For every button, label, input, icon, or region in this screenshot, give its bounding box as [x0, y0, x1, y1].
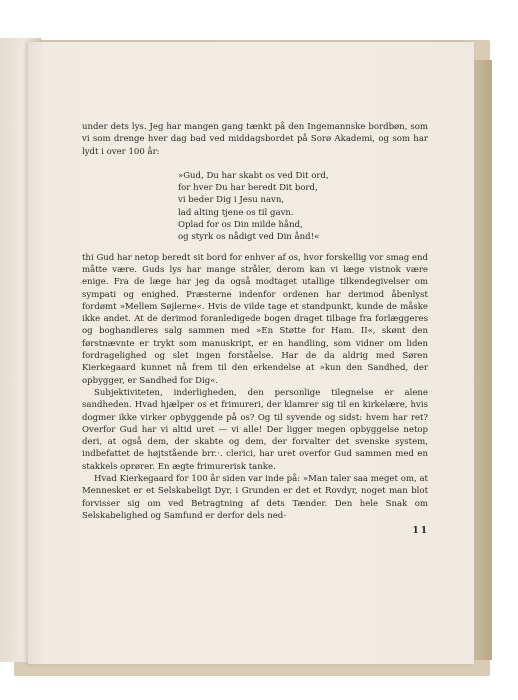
poem-line: for hver Du har beredt Dit bord, [178, 183, 318, 194]
page-text [82, 121, 428, 522]
after-poem-paragraph: thi Gud har netop beredt sit bord for enhver af os, hvor forskellig vor smag end måtte være. Guds lys har mange stråler, derom kan vi læge vistnok være enige. Fra de læge har jeg da også modtaget utallige tilkendegivelser om sympati og enighed. Præsterne indenfor ordenen har derimod åbenlyst fordømt »Mellem Søjlerne«. Hvis de vilde tage et standpunkt, kunde de måske ikke andet. At de derimod foranledigede bogen draget tilbage fra forlæggeres og boghandleres salg sammen med »En Støtte for Ham. II«, skønt den førstnævnte er trykt som manuskript, er en handling, som vidner om liden fordragelighed og slet ingen forståelse. Har de da aldrig med Søren Kierkegaard kunnet nå frem til den erkendelse at »kun den Sandhed, der opbygger, er Sandhed for Dig«. [82, 252, 428, 386]
paragraph: Subjektiviteten, inderligheden, den personlige tilegnelse er alene sandheden. Hvad hjælper os et frimureri, der klamrer sig til en kirkelære, hvis dogmer ikke virker opbyggende på os? Og til syvende og sidst: hvem har ret? Overfor Gud har vi altid uret — vi alle! Der ligger megen opbyggelse netop deri, at også dem, der skabte og dem, der forvalter det svenske system, indbefattet de højtstående brr.·. clerici, har uret overfor Gud sammen med en stakkels oprører. En ægte frimurerisk tanke. [82, 387, 428, 472]
page-number: 11 [412, 526, 429, 536]
poem-line: vi beder Dig i Jesu navn, [178, 195, 285, 206]
paragraph: Hvad Kierkegaard for 100 år siden var inde på: »Man taler saa meget om, at Mennesket er et Selskabeligt Dyr, i Grunden er det et Rovdyr, noget man blot forvisser sig om ved Betragtning af dets Tænder. Den hele Snak om Selskabelighed og Samfund er derfor dels ned- [82, 474, 428, 521]
poem [82, 170, 428, 244]
poem-line: og styrk os nådigt ved Din ånd!« [178, 232, 320, 243]
poem-line: Oplad for os Din milde hånd, [178, 220, 303, 231]
poem-line: »Gud, Du har skabt os ved Dit ord, [178, 170, 329, 181]
intro-paragraph: under dets lys. Jeg har mangen gang tænkt på den Ingemannske bordbøn, som vi som drenge hver dag bad ved middagsbordet på Sorø Akademi, og som har lydt i over 100 år: [82, 122, 428, 157]
poem-line: lad alting tjene os til gavn. [178, 207, 294, 218]
